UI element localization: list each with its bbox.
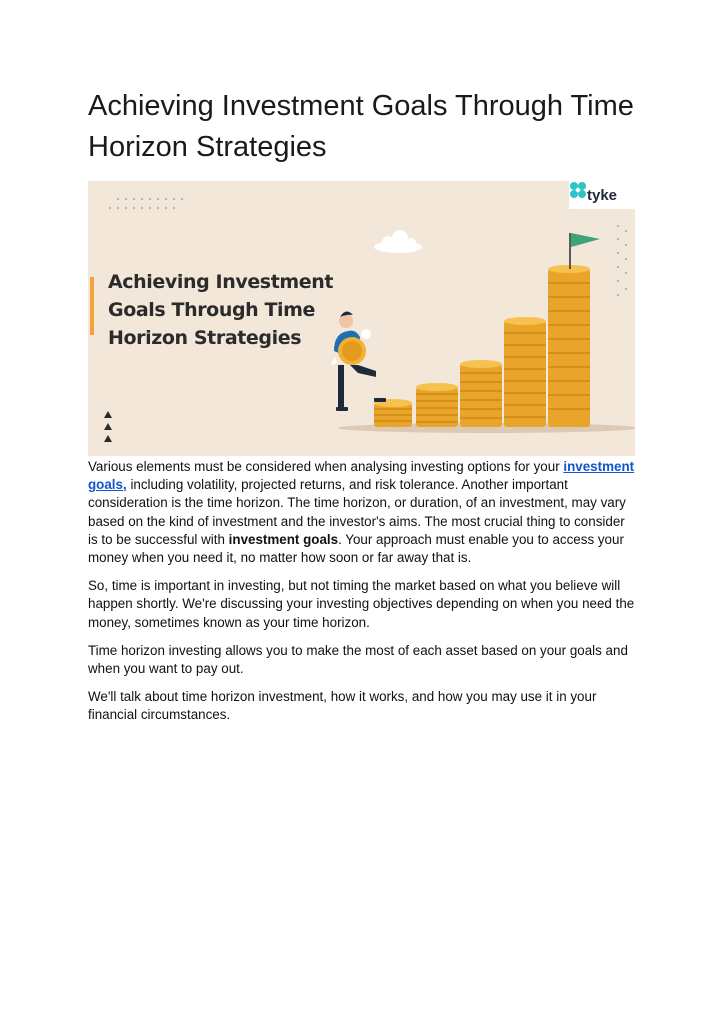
page-title: Achieving Investment Goals Through Time Horizon Strategies	[88, 90, 634, 163]
p1-text-end: . Your approach must enable you to access your money when you need it, no matter how soon or far away that is.	[88, 531, 624, 566]
article-body	[88, 458, 636, 735]
hero-banner-image	[88, 181, 635, 456]
paragraph-1	[88, 458, 636, 567]
banner-accent-bar	[90, 277, 94, 335]
tyke-logo-text: tyke	[586, 186, 618, 204]
investment-goals-link[interactable]: investment goals	[88, 459, 635, 493]
p1-text-start: Various elements must be considered when analysing investing options for your	[88, 459, 564, 474]
paragraph-2: So, time is important in investing, but not timing the market based on what you believe will happen shortly. We're discussing your investing objectives depending on when you need the money, sometimes known as your time horizon.	[88, 578, 635, 630]
banner-heading: Achieving Investment Goals Through Time Horizon Strategies	[108, 271, 334, 349]
p1-bold-investment-goals: investment goals	[228, 531, 339, 547]
paragraph-4: We'll talk about time horizon investment, how it works, and how you may use it in your financial circumstances.	[88, 689, 597, 723]
dot-pattern-top-left	[109, 198, 183, 209]
cloud-icon	[374, 230, 422, 253]
dot-pattern-right	[617, 225, 627, 296]
triangle-markers	[104, 411, 112, 442]
tyke-logo	[569, 181, 635, 209]
paragraph-3: Time horizon investing allows you to make the most of each asset based on your goals and when you want to pay out.	[88, 642, 628, 677]
p1-text-middle: including volatility, projected returns, and risk tolerance. Another important consideration is the time horizon. The time horizon, or duration, of an investment, may vary based on the kind of investment and the investor's aims. The most crucial thing to consider is to be successful with	[88, 477, 626, 547]
coin-stacks	[374, 265, 590, 427]
flag-icon	[570, 233, 600, 269]
tyke-logo-icon	[569, 181, 587, 199]
investment-goals-link-comma[interactable]: ,	[122, 477, 127, 493]
